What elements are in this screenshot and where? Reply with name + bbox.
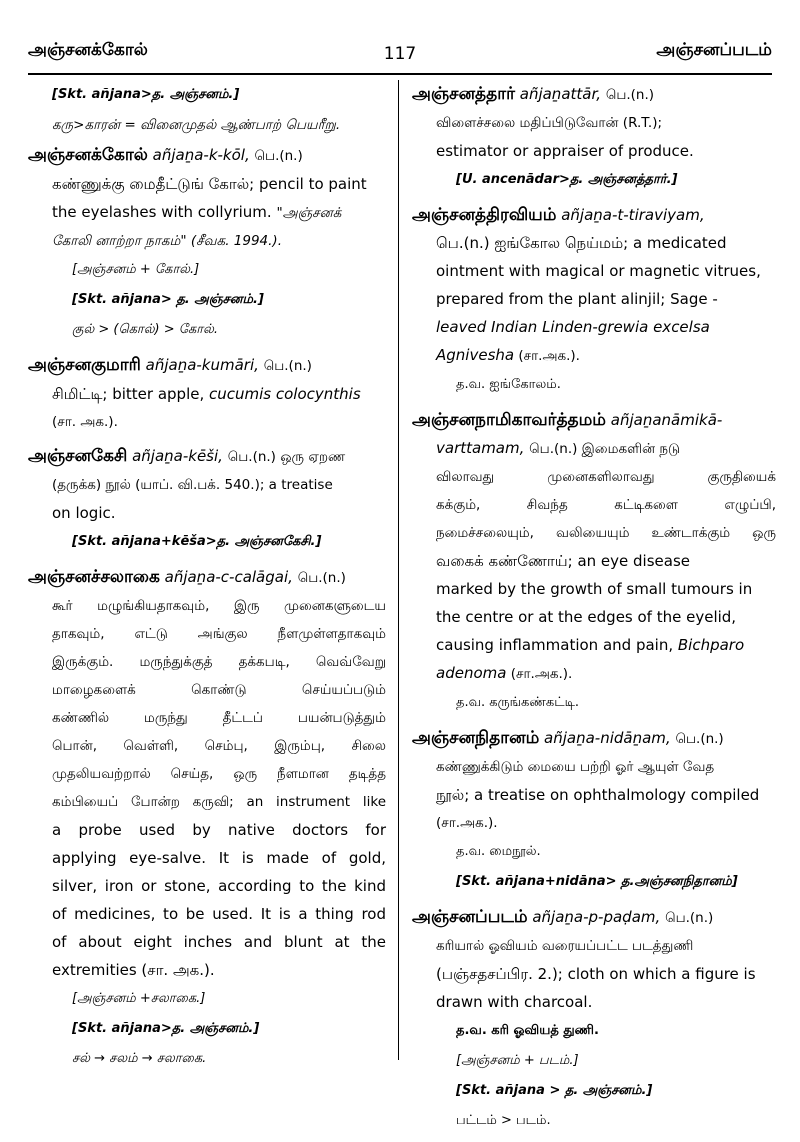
headword: அஞ்சனகேசி — [28, 446, 128, 466]
definition-line: வகைக் கண்ணோய்; an eye disease — [436, 552, 690, 570]
definition-line: பெ.(n.) ஐங்கோல நெய்மம்; a medicated — [436, 234, 727, 252]
dictionary-entry — [412, 80, 776, 195]
right-column — [412, 80, 776, 1142]
etymology-note: [அஞ்சனம் + படம்.] — [456, 1053, 579, 1068]
part-of-speech: பெ.(n.) — [254, 148, 303, 164]
running-head-left: அஞ்சனக்கோல் — [28, 40, 148, 60]
dictionary-entry — [28, 442, 386, 557]
definition-line: (தருக்க) நூல் (யாப். வி.பக். 540.); a treatise — [52, 477, 333, 493]
definition-line: விலாவது முனைகளிலாவது குருதியைக் — [436, 469, 776, 485]
etymology-note: குல் > (கொல்) > கோல். — [72, 322, 219, 337]
definition-line: கண்ணில் மருந்து தீட்டப் பயன்படுத்தும் — [52, 710, 386, 726]
definition-line: (சா.அக.). — [436, 815, 498, 831]
etymology-note: [Skt. añjana+nidāna> த.அஞ்சனநிதானம்] — [456, 874, 738, 889]
definition-line: (சா. அக.). — [52, 414, 118, 430]
definition-line: கரியால் ஓவியம் வரையப்பட்ட படத்துணி — [436, 938, 694, 954]
definition-line: varttamam, பெ.(n.) இமைகளின் நடு — [436, 439, 681, 457]
etymology-note: [Skt. añjana > த. அஞ்சனம்.] — [456, 1083, 653, 1098]
headword: அஞ்சனப்படம் — [412, 907, 528, 927]
definition-line: the centre or at the edges of the eyelid, — [436, 608, 737, 626]
definition-line: கூர் மழுங்கியதாகவும், இரு முனைகளுடைய — [52, 598, 386, 614]
definition-line: கண்ணுக்கு மைதீட்டுங் கோல்; pencil to paint — [52, 175, 367, 193]
dictionary-entry — [412, 724, 776, 897]
definition-line: on logic. — [52, 504, 116, 522]
definition-line: drawn with charcoal. — [436, 993, 593, 1011]
definition-line: prepared from the plant alinjil; Sage - — [436, 290, 718, 308]
headword: அஞ்சனக்கோல் — [28, 145, 148, 165]
definition-line: of about eight inches and blunt at the — [52, 933, 386, 951]
definition-line: extremities (சா. அக.). — [52, 961, 215, 979]
part-of-speech: பெ.(n.) ஒரு ஏறண — [227, 449, 346, 465]
etymology-note: [Skt. añjana>த. அஞ்சனம்.] — [52, 87, 240, 102]
definition-line: நமைச்சலையும், வலியையும் உண்டாக்கும் ஒரு — [436, 525, 776, 541]
definition-line: கண்ணுக்கிடும் மையை பற்றி ஓர் ஆயுள் வேத — [436, 759, 715, 775]
dictionary-entry — [412, 903, 776, 1136]
etymology-note: த.வ. கருங்கண்கட்டி. — [456, 695, 580, 710]
definition-line: ointment with magical or magnetic vitrues, — [436, 262, 761, 280]
definition-line: இருக்கும். மருந்துக்குத் தக்கபடி, வெவ்வேறு — [52, 654, 386, 670]
etymology-note: சல் → சலம் → சலாகை. — [72, 1051, 207, 1066]
definition-line: கக்கும், சிவந்த கட்டிகளை எழுப்பி, — [436, 497, 776, 513]
dictionary-entry — [412, 201, 776, 400]
part-of-speech: பெ.(n.) — [297, 570, 346, 586]
definition-line: Agnivesha (சா.அக.). — [436, 346, 580, 364]
etymology-note: பட்டம் > படம். — [456, 1113, 551, 1128]
headword: அஞ்சனத்தார் — [412, 84, 515, 104]
definition-line: the eyelashes with collyrium. "அஞ்சனக் — [52, 203, 342, 221]
etymology-note: [அஞ்சனம் +சலாகை.] — [72, 991, 206, 1006]
definition-line: தாகவும், எட்டு அங்குல நீளமுள்ளதாகவும் — [52, 626, 386, 642]
header-rule — [28, 73, 772, 75]
headword: அஞ்சனத்திரவியம் — [412, 205, 557, 225]
transliteration: añjaṉa-p-paḍam, — [532, 908, 661, 926]
definition-line: a probe used by native doctors for — [52, 821, 386, 839]
definition-line: applying eye-salve. It is made of gold, — [52, 849, 386, 867]
definition-line: சிமிட்டி; bitter apple, cucumis colocynthis — [52, 385, 361, 403]
headword: அஞ்சனச்சலாகை — [28, 567, 160, 587]
definition-line: adenoma (சா.அக.). — [436, 664, 573, 682]
page-number: 117 — [383, 44, 417, 64]
etymology-note: த.வ. கரி ஓவியத் துணி. — [456, 1023, 599, 1038]
definition-line: of medicines, to be used. It is a thing rod — [52, 905, 386, 923]
transliteration: añjaṉa-c-calāgai, — [164, 568, 293, 586]
etymology-note: த.வ. மைநூல். — [456, 844, 541, 859]
definition-line: மாழைகளைக் கொண்டு செய்யப்படும் — [52, 682, 386, 698]
column-divider — [398, 80, 399, 1060]
left-column — [28, 80, 386, 1080]
transliteration: añjaṉanāmikā- — [610, 411, 723, 429]
headword: அஞ்சனநாமிகாவர்த்தமம் — [412, 410, 606, 430]
dictionary-entry — [412, 406, 776, 718]
definition-line: marked by the growth of small tumours in — [436, 580, 753, 598]
running-head-right: அஞ்சனப்படம் — [656, 40, 772, 60]
part-of-speech: பெ.(n.) — [675, 731, 724, 747]
definition-line: (பஞ்சதசப்பிர. 2.); cloth on which a figure is — [436, 965, 756, 983]
definition-line: நூல்; a treatise on ophthalmology compiled — [436, 786, 760, 804]
definition-line: causing inflammation and pain, Bichparo — [436, 636, 745, 654]
part-of-speech: பெ.(n.) — [605, 87, 655, 103]
definition-line: முதலியவற்றால் செய்த, ஒரு நீளமான தடித்த — [52, 766, 386, 782]
definition-line: விளைச்சலை மதிப்பிடுவோன் (R.T.); — [436, 115, 663, 131]
etymology-note: த.வ. ஐங்கோலம். — [456, 377, 561, 392]
etymology-note: [Skt. añjana> த. அஞ்சனம்.] — [72, 292, 264, 307]
definition-line: leaved Indian Linden-grewia excelsa — [436, 318, 710, 336]
citation-line: கோலி னாற்றா நாகம்" (சீவக. 1994.). — [52, 233, 282, 249]
headword: அஞ்சனகுமாரி — [28, 355, 141, 375]
transliteration: añjaṉa-nidāṉam, — [544, 729, 671, 747]
etymology-note: [அஞ்சனம் + கோல்.] — [72, 262, 200, 277]
part-of-speech: பெ.(n.) — [263, 358, 312, 374]
definition-line: கம்பியைப் போன்ற கருவி; an instrument like — [52, 794, 386, 810]
transliteration: añjaṉattār, — [519, 85, 602, 103]
transliteration: añjaṉa-k-kōl, — [152, 146, 250, 164]
etymology-note: கரு>காரன் = வினைமுதல் ஆண்பாற் பெயரீறு. — [52, 117, 341, 133]
definition-line: silver, iron or stone, according to the kind — [52, 877, 386, 895]
dictionary-entry — [28, 351, 386, 436]
definition-line: பொன், வெள்ளி, செம்பு, இரும்பு, சிலை — [52, 738, 386, 754]
etymology-note: [U. ancenādar>த. அஞ்சனத்தார்.] — [456, 172, 678, 187]
headword: அஞ்சனநிதானம் — [412, 728, 540, 748]
dictionary-entry — [28, 563, 386, 1074]
etymology-note: [Skt. añjana+kēša>த. அஞ்சனகேசி.] — [72, 534, 322, 549]
transliteration: añjaṉa-kēši, — [132, 447, 223, 465]
transliteration: añjaṉa-kumāri, — [145, 356, 259, 374]
etymology-note: [Skt. añjana>த. அஞ்சனம்.] — [72, 1021, 260, 1036]
dictionary-entry — [28, 141, 386, 345]
transliteration: añjaṉa-t-tiraviyam, — [561, 206, 705, 224]
part-of-speech: பெ.(n.) — [665, 910, 714, 926]
definition-line: estimator or appraiser of produce. — [436, 142, 694, 160]
